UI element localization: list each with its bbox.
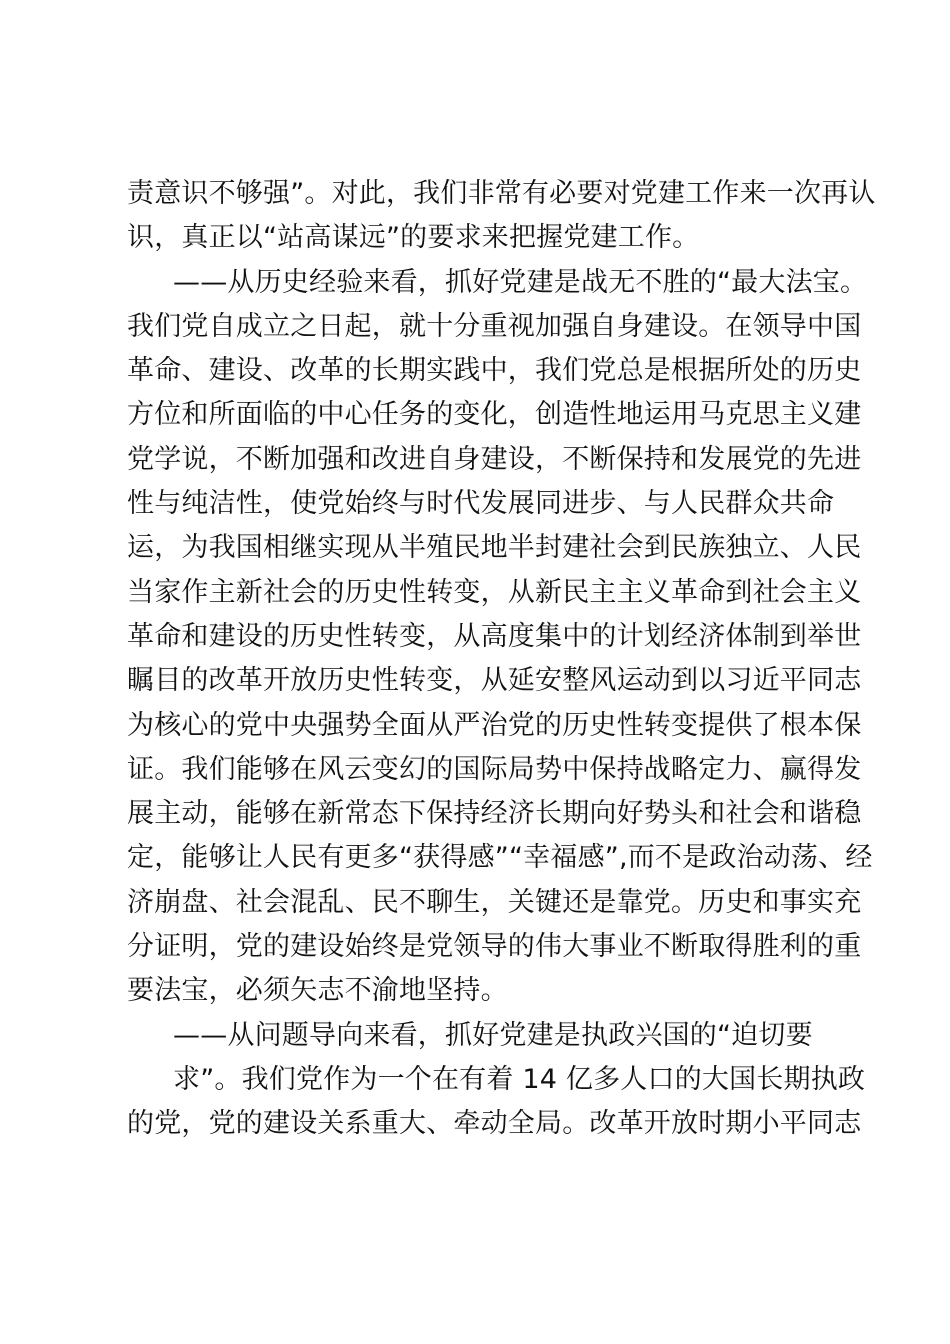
text-line: 证。我们能够在风云变幻的国际局势中保持战略定力、赢得发 — [127, 753, 862, 785]
text-line: 定，能够让人民有更多“获得感”“幸福感”,而不是政治动荡、经 — [127, 842, 873, 874]
text-line: 性与纯洁性，使党始终与时代发展同进步、与人民群众共命 — [127, 488, 835, 520]
text-line: 当家作主新社会的历史性转变，从新民主主义革命到社会主义 — [127, 576, 862, 608]
text-line: 革命和建设的历史性转变，从高度集中的计划经济体制到举世 — [127, 620, 862, 652]
text-line: 方位和所面临的中心任务的变化，创造性地运用马克思主义建 — [127, 399, 862, 431]
text-line: 党学说，不断加强和改进自身建设，不断保持和发展党的先进 — [127, 443, 862, 475]
text-line: 运，为我国相继实现从半殖民地半封建社会到民族独立、人民 — [127, 532, 862, 564]
text-line: 求”。我们党作为一个在有着 14 亿多人口的大国长期执政 — [173, 1063, 866, 1095]
paragraph-start-line: ——从历史经验来看，抓好党建是战无不胜的“最大法宝。 — [173, 266, 868, 298]
text-line: 革命、建设、改革的长期实践中，我们党总是根据所处的历史 — [127, 355, 862, 387]
text-line: 的党，党的建设关系重大、牵动全局。改革开放时期小平同志 — [127, 1108, 862, 1140]
text-line: 为核心的党中央强势全面从严治党的历史性转变提供了根本保 — [127, 709, 862, 741]
text-line: 济崩盘、社会混乱、民不聊生，关键还是靠党。历史和事实充 — [127, 886, 862, 918]
text-line: 展主动，能够在新常态下保持经济长期向好势头和社会和谐稳 — [127, 798, 862, 830]
text-line: 识，真正以“站高谋远”的要求来把握党建工作。 — [127, 222, 700, 254]
body-text — [127, 172, 876, 1147]
text-line: 分证明，党的建设始终是党领导的伟大事业不断取得胜利的重 — [127, 931, 862, 963]
text-line: 责意识不够强”。对此，我们非常有必要对党建工作来一次再认 — [127, 178, 876, 209]
paragraph-start-line: ——从问题导向来看，抓好党建是执政兴国的“迫切要 — [173, 1019, 813, 1051]
text-line: 要法宝，必须矢志不渝地坚持。 — [127, 975, 508, 1007]
text-line: 我们党自成立之日起，就十分重视加强自身建设。在领导中国 — [127, 310, 862, 342]
text-line: 瞩目的改革开放历史性转变，从延安整风运动到以习近平同志 — [127, 665, 862, 697]
